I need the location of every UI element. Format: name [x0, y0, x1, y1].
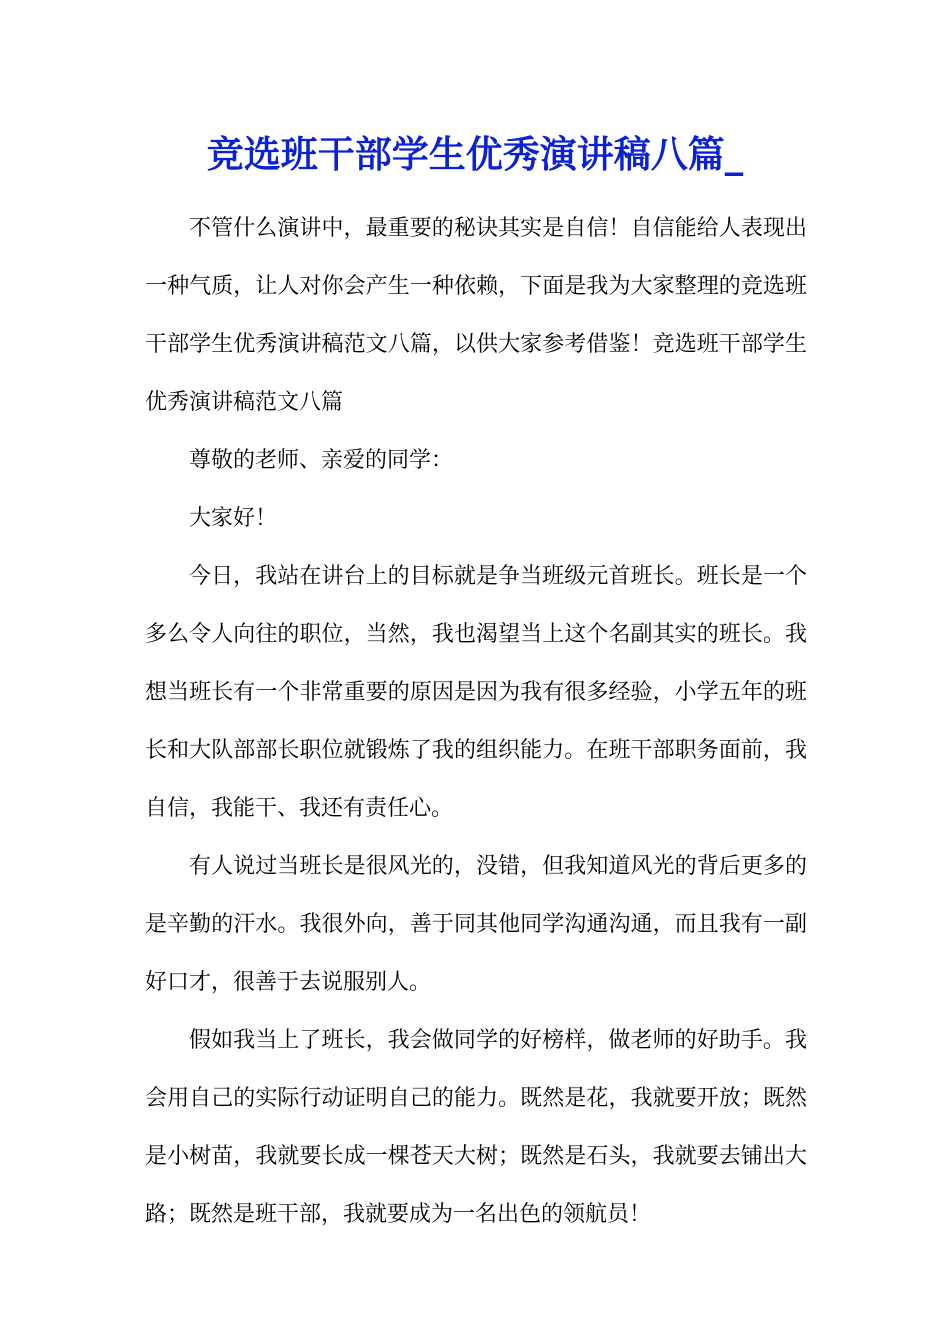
- paragraph-promise: 假如我当上了班长，我会做同学的好榜样，做老师的好助手。我会用自己的实际行动证明自己的能力。既然是花，我就要开放；既然是小树苗，我就要长成一棵苍天大树；既然是石头，我就要去铺出大路；既然是班干部，我就要成为一名出色的领航员！: [145, 1028, 807, 1227]
- document-title: 竞选班干部学生优秀演讲稿八篇_: [206, 132, 744, 176]
- paragraph-greeting: 大家好！: [189, 506, 278, 531]
- paragraph-salutation: 尊敬的老师、亲爱的同学：: [189, 448, 454, 473]
- paragraph-intro: 不管什么演讲中，最重要的秘诀其实是自信！自信能给人表现出一种气质，让人对你会产生一种依赖，下面是我为大家整理的竞选班干部学生优秀演讲稿范文八篇，以供大家参考借鉴！竞选班干部学生优秀演讲稿范文八篇: [145, 216, 807, 415]
- paragraph-goal: 今日，我站在讲台上的目标就是争当班级元首班长。班长是一个多么令人向往的职位，当然，我也渴望当上这个名副其实的班长。我想当班长有一个非常重要的原因是因为我有很多经验，小学五年的班长和大队部部长职位就锻炼了我的组织能力。在班干部职务面前，我自信，我能干、我还有责任心。: [145, 564, 807, 821]
- paragraph-personality: 有人说过当班长是很风光的，没错，但我知道风光的背后更多的是辛勤的汗水。我很外向，善于同其他同学沟通沟通，而且我有一副好口才，很善于去说服别人。: [145, 854, 807, 995]
- document-body: [145, 200, 807, 1244]
